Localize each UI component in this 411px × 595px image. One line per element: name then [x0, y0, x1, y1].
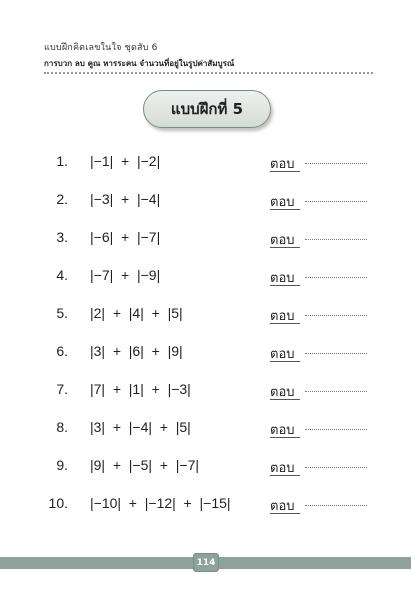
problem-number: 4. — [56, 267, 68, 283]
problem-expression: |3| + |6| + |9| — [90, 343, 183, 359]
problem-number: 7. — [56, 381, 68, 397]
answer-blank[interactable] — [305, 315, 367, 316]
problem-row — [0, 305, 411, 329]
problem-row — [0, 153, 411, 177]
answer-blank[interactable] — [305, 277, 367, 278]
answer-blank[interactable] — [305, 201, 367, 202]
answer-label: ตอบ — [270, 157, 295, 172]
answer-blank[interactable] — [305, 353, 367, 354]
problem-number: 8. — [56, 419, 68, 435]
problem-expression: |7| + |1| + |−3| — [90, 381, 191, 397]
problem-row — [0, 191, 411, 215]
problem-number: 1. — [56, 153, 68, 169]
exercise-title: แบบฝึกที่ 5 — [170, 100, 244, 118]
problem-expression: |−7| + |−9| — [90, 267, 161, 283]
problem-row — [0, 229, 411, 253]
page-number-badge — [193, 553, 219, 572]
problem-expression: |3| + |−4| + |5| — [90, 419, 191, 435]
problem-number: 2. — [56, 191, 68, 207]
book-title: แบบฝึกคิดเลขในใจ ชุดสับ 6 — [44, 43, 158, 53]
answer-blank[interactable] — [305, 467, 367, 468]
exercise-title-badge — [143, 90, 271, 128]
problem-row — [0, 419, 411, 443]
problem-row — [0, 495, 411, 519]
answer-label-underline — [270, 323, 300, 324]
answer-label-underline — [270, 399, 300, 400]
book-subtitle: การบวก ลบ คูณ หารระคน จำนวนที่อยู่ในรูปค่าสัมบูรณ์ — [44, 59, 235, 68]
problem-number: 3. — [56, 229, 68, 245]
problem-number: 5. — [56, 305, 68, 321]
problem-number: 6. — [56, 343, 68, 359]
answer-label: ตอบ — [270, 499, 295, 514]
answer-label-underline — [270, 209, 300, 210]
problem-row — [0, 457, 411, 481]
answer-blank[interactable] — [305, 505, 367, 506]
problem-expression: |−10| + |−12| + |−15| — [90, 495, 231, 511]
problem-expression: |−1| + |−2| — [90, 153, 161, 169]
problem-row — [0, 267, 411, 291]
answer-label-underline — [270, 361, 300, 362]
answer-label-underline — [270, 247, 300, 248]
answer-label: ตอบ — [270, 385, 295, 400]
problem-row — [0, 381, 411, 405]
answer-label: ตอบ — [270, 271, 295, 286]
answer-blank[interactable] — [305, 391, 367, 392]
problem-number: 9. — [56, 457, 68, 473]
problem-expression: |−6| + |−7| — [90, 229, 161, 245]
answer-label: ตอบ — [270, 461, 295, 476]
problem-number: 10. — [48, 495, 68, 511]
answer-blank[interactable] — [305, 239, 367, 240]
answer-label-underline — [270, 513, 300, 514]
answer-label: ตอบ — [270, 233, 295, 248]
answer-blank[interactable] — [305, 163, 367, 164]
problem-row — [0, 343, 411, 367]
page-number: 114 — [196, 557, 216, 568]
answer-label: ตอบ — [270, 347, 295, 362]
answer-label-underline — [270, 475, 300, 476]
answer-label-underline — [270, 285, 300, 286]
problem-expression: |−3| + |−4| — [90, 191, 161, 207]
answer-blank[interactable] — [305, 429, 367, 430]
answer-label-underline — [270, 171, 300, 172]
answer-label-underline — [270, 437, 300, 438]
problem-expression: |2| + |4| + |5| — [90, 305, 183, 321]
problem-expression: |9| + |−5| + |−7| — [90, 457, 199, 473]
header-divider — [44, 72, 373, 74]
answer-label: ตอบ — [270, 309, 295, 324]
answer-label: ตอบ — [270, 423, 295, 438]
answer-label: ตอบ — [270, 195, 295, 210]
